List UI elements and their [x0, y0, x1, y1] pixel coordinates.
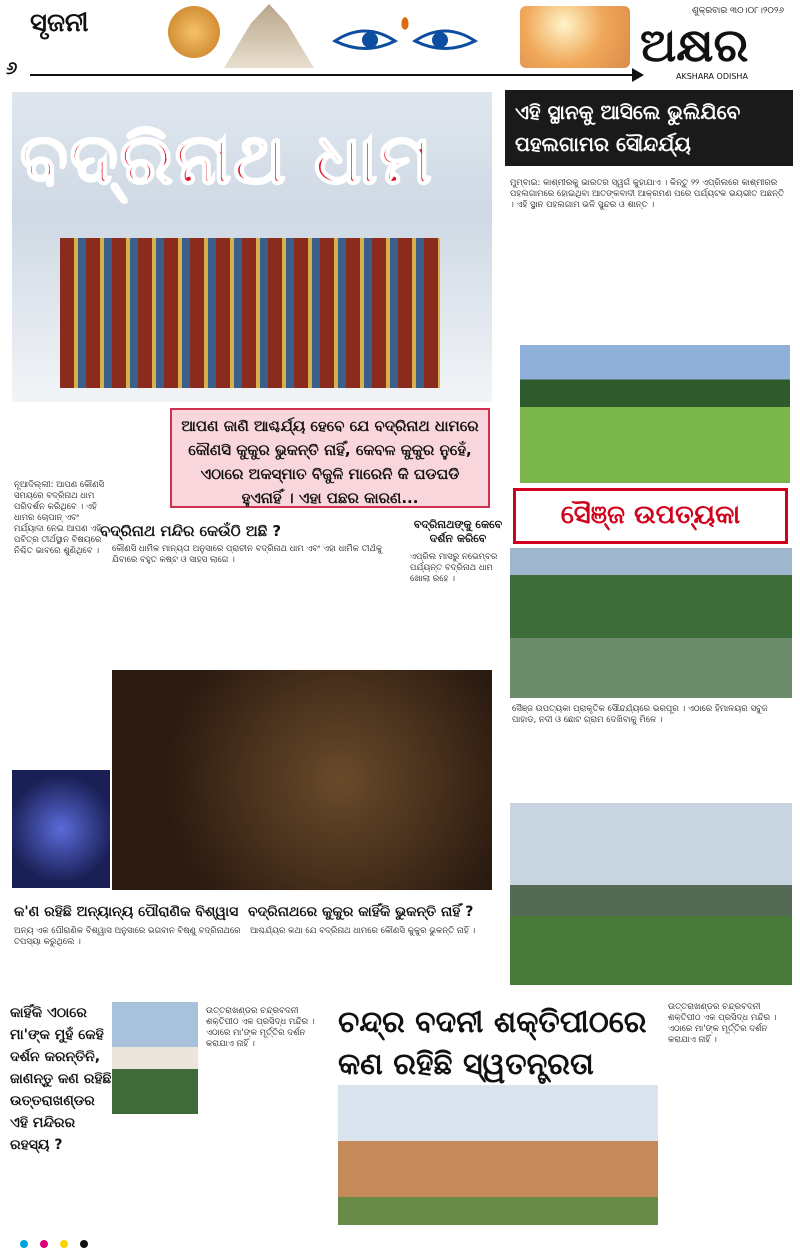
meadow-photo [520, 345, 790, 483]
eyes-icon [330, 16, 480, 66]
hero-callout: ଆପଣ ଜାଣି ଆଶ୍ଚର୍ଯ୍ୟ ହେବେ ଯେ ବଦ୍ରିନାଥ ଧାମରେ କୌଣସି କୁକୁର ଭୁକନ୍ତି ନାହିଁ, କେବଳ କୁକୁର ନୁହେଁ, ଏଠାରେ ଅକସ୍ମାତ ବିଜୁଳି ମାରେନି କି ଘଡଘଡି ହୁଏନାହିଁ । ଏହା ପଛର କାରଣ... [170, 408, 490, 508]
issue-date: ଶୁକ୍ରବାର ୩୦।୦୮।୨୦୨୬ [692, 6, 785, 16]
right-headline: ଏହି ସ୍ଥାନକୁ ଆସିଲେ ଭୁଲିଯିବେ ପହଲଗାମର ସୌନ୍ଦର୍ଯ୍ୟ [505, 90, 793, 166]
village-photo [510, 548, 792, 698]
valley-title: ସୈଞ୍ଜ ଉପତ୍ୟକା [513, 488, 788, 544]
temple-facade [60, 238, 440, 388]
page-number: ୬ [6, 58, 18, 79]
left-column-text: ନୂଆଦିଲ୍ଲୀ: ଆପଣ କୌଣସି ସମୟରେ ବଦ୍ରିନାଥ ଧାମ ପରିଦର୍ଶନ କରିଥିବେ । ଏହି ଧାମର ଚୋପାନ୍ ଏବଂ ମର୍ଯ୍ୟାଦା ନେଇ ଆପଣ ଏହି ପବିତ୍ର ତୀର୍ଥସ୍ଥାନ ବିଷୟରେ ନିଶ୍ଚିତ ଭାବରେ ଶୁଣିଥିବେ । [14, 480, 105, 556]
chandra-column: ଉତ୍ତରାଖଣ୍ଡର ଚନ୍ଦ୍ରବଦନୀ ଶକ୍ତିପୀଠ ଏକ ପ୍ରସିଦ୍ଧ ମନ୍ଦିର । ଏଠାରେ ମା'ଙ୍କ ମୂର୍ତ୍ତିର ଦର୍ଶନ କରାଯାଏ ନାହିଁ । [668, 1002, 777, 1045]
chandra-title: ଚନ୍ଦ୍ର ବଦନୀ ଶକ୍ତିପୀଠରେ କଣ ରହିଛି ସ୍ୱତନ୍ତ୍ରତା [338, 1005, 647, 1082]
other-beliefs-heading: କ'ଣ ରହିଛି ଅନ୍ୟାନ୍ୟ ପୌରାଣିକ ବିଶ୍ୱାସ [14, 904, 239, 920]
valley-text: ସୈଞ୍ଜ ଉପତ୍ୟକା ପ୍ରାକୃତିକ ସୌନ୍ଦର୍ଯ୍ୟରେ ଭରପୂର । ଏଠାରେ ହିମାଳୟର ସବୁଜ ପାହାଡ, ନଦୀ ଓ ଛୋଟ ଗ୍ରାମ ଦେଖିବାକୁ ମିଳେ । [512, 704, 768, 725]
header-rule [30, 74, 640, 76]
when-worship-heading: ବଦ୍ରିନାଥଙ୍କୁ କେବେ ଦର୍ଶନ କରିବେ [413, 518, 503, 545]
hills-photo [510, 803, 792, 985]
prayer-hand-image [520, 6, 630, 68]
black-dot-icon [80, 1240, 88, 1248]
temple-location-heading: ବଦ୍ରିନାଥ ମନ୍ଦିର କେଉଁଠି ଅଛି ? [100, 522, 282, 540]
magenta-dot-icon [40, 1240, 48, 1248]
footer-bar [0, 1238, 800, 1249]
when-worship-text: ଏପ୍ରିଲ ମାସରୁ ନଭେମ୍ବର ପର୍ଯ୍ୟନ୍ତ ବଦ୍ରିନାଥ ଧାମ ଖୋଲା ରହେ । [410, 552, 498, 584]
cyan-dot-icon [20, 1240, 28, 1248]
why-dogs-heading: ବଦ୍ରିନାଥରେ କୁକୁର କାହିଁକି ଭୁକନ୍ତି ନାହିଁ ? [248, 904, 474, 920]
bottom-question: କାହିଁକି ଏଠାରେ ମା'ଙ୍କ ମୁହଁ କେହି ଦର୍ଶନ କରନ୍ତିନି, ଜାଣନ୍ତୁ କଣ ରହିଛି ଉତ୍ତରାଖଣ୍ଡର ଏହି ମନ୍ଦିରର ରହସ୍ୟ ? [10, 1005, 112, 1153]
section-title: ସୃଜନୀ [30, 8, 89, 38]
masthead: ଅକ୍ଷର [640, 18, 749, 72]
shrine-text: ଉତ୍ତରାଖଣ୍ଡର ଚନ୍ଦ୍ରବଦନୀ ଶକ୍ତିପୀଠ ଏକ ପ୍ରସିଦ୍ଧ ମନ୍ଦିର । ଏଠାରେ ମା'ଙ୍କ ମୂର୍ତ୍ତିର ଦର୍ଶନ କରାଯାଏ ନାହିଁ । [206, 1006, 315, 1049]
lightning-photo [12, 770, 110, 888]
sadhu-dog-photo [112, 670, 492, 890]
masthead-sub: AKSHARA ODISHA [676, 72, 748, 81]
shrine-photo [112, 1002, 198, 1114]
yellow-dot-icon [60, 1240, 68, 1248]
om-icon [168, 6, 220, 58]
right-intro: ମୁମ୍ବାଇ: କାଶ୍ମୀରକୁ ଭାରତର ସ୍ୱର୍ଗ କୁହାଯାଏ । କିନ୍ତୁ ୨୨ ଏପ୍ରିଲରେ କାଶ୍ମୀରର ପହଲଗାମରେ ହୋଇଥିବା ଆତଙ୍କବାଦୀ ଆକ୍ରମଣ ପରେ ପର୍ଯ୍ୟଟକ ଭୟଭୀତ ଅଛନ୍ତି । ଏହି ସ୍ଥାନ ପହଲଗାମ ଭଳି ସୁନ୍ଦର ଓ ଶାନ୍ତ । [510, 178, 785, 210]
other-beliefs-text: ଅନ୍ୟ ଏକ ପୌରାଣିକ ବିଶ୍ୱାସ ଅନୁସାରେ ଭଗବାନ ବିଷ୍ଣୁ ବଦ୍ରିନାଥରେ ତପସ୍ୟା କରୁଥିଲେ । [14, 926, 241, 947]
temple-location-text: କୌଣସି ଧାର୍ମିକ ମାନ୍ୟତା ଅନୁସାରେ ପ୍ରାଚୀନ ବଦ୍ରିନାଥ ଧାମ ଏବଂ ଏହା ଧାର୍ମିକ ତୀର୍ଥକୁ ଯିବାରେ ବହୁତ କଷ୍ଟ ଓ ସାହସ ଲାଗେ । [112, 544, 383, 565]
temple-photo [338, 1085, 658, 1225]
why-dogs-text: ଆଶ୍ଚର୍ଯ୍ୟର କଥା ଯେ ବଦ୍ରିନାଥ ଧାମରେ କୌଣସି କୁକୁର ଭୁକନ୍ତି ନାହିଁ । [250, 926, 476, 936]
hero-title: ବଦ୍ରିନାଥ ଧାମ [20, 118, 434, 200]
